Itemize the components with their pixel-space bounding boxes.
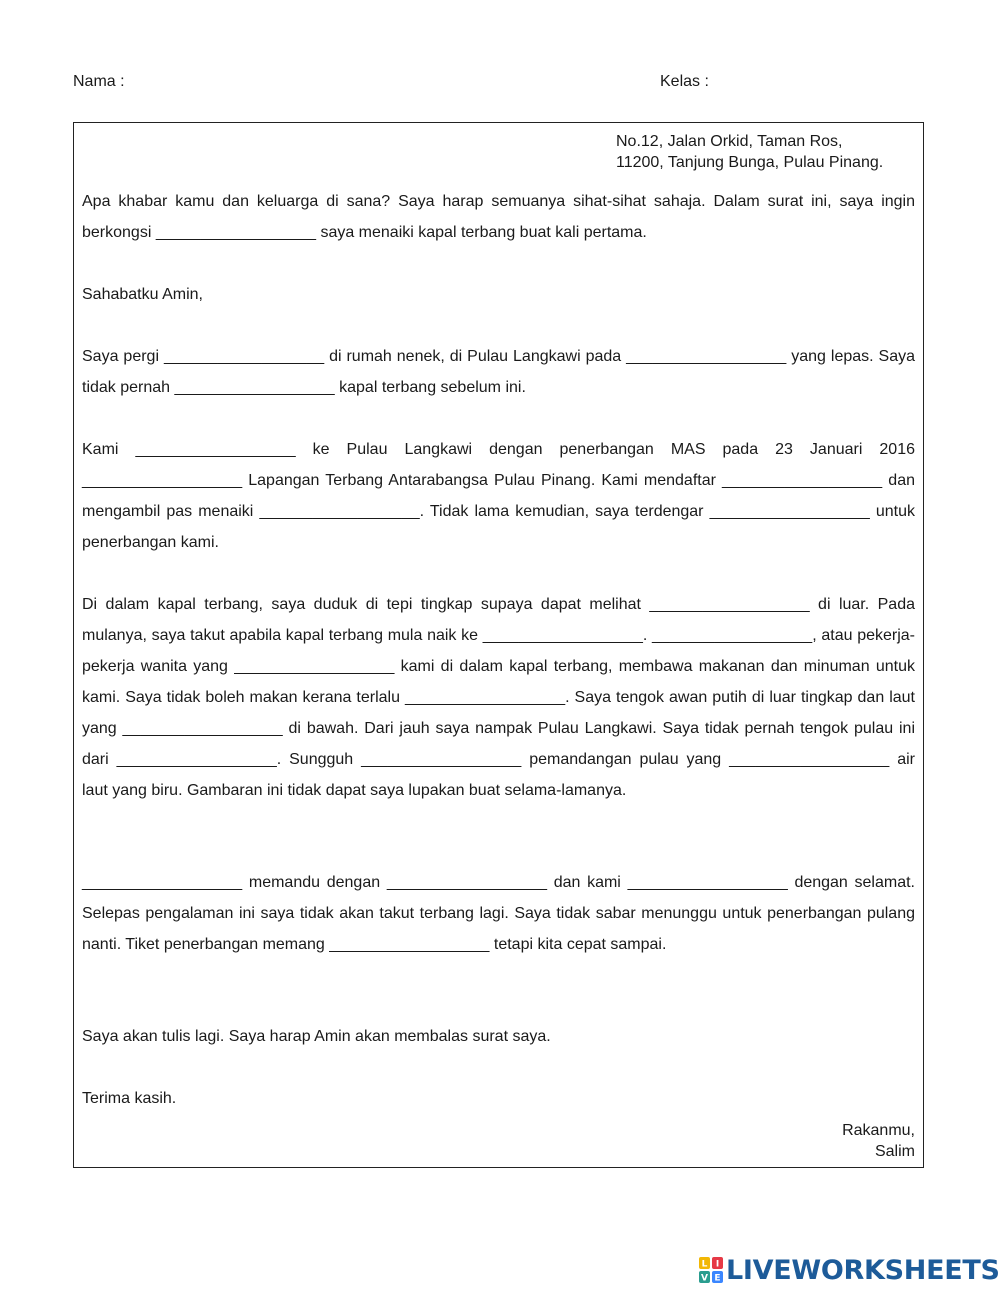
paragraph-flight: Di dalam kapal terbang, saya duduk di tepi tingkap supaya dapat melihat __________________ di luar. Pada mulanya, saya takut apabila kapal terbang mula naik ke __________________. __________________, atau pekerja-pekerja wanita yang __________________ kami di dalam kapal terbang, membawa makanan dan minuman untuk kami. Saya tidak boleh makan kerana terlalu __________________. Saya tengok awan putih di luar tingkap dan laut yang __________________ di bawah. Dari jauh saya nampak Pulau Langkawi. Saya tidak pernah tengok pulau ini dari __________________. Sungguh __________________ pemandangan pulau yang __________________ air laut yang biru. Gambaran ini tidak dapat saya lupakan buat selama-lamanya.	[82, 596, 915, 799]
address-line-1: No.12, Jalan Orkid, Taman Ros,	[616, 133, 843, 150]
address-line-2: 11200, Tanjung Bunga, Pulau Pinang.	[616, 154, 884, 171]
sender-address	[616, 131, 883, 173]
liveworksheets-logo	[698, 1254, 1000, 1286]
logo-letter-3: V	[701, 1273, 708, 1284]
live-blocks-icon	[698, 1256, 724, 1284]
paragraph-thanks: Terima kasih.	[82, 1090, 177, 1107]
signature-block	[842, 1120, 915, 1162]
name-label: Nama :	[73, 73, 125, 90]
paragraph-greeting: Sahabatku Amin,	[82, 286, 203, 303]
logo-letter-2: I	[715, 1259, 720, 1270]
closing-text: Rakanmu,	[842, 1122, 915, 1139]
paragraph-closing-note: Saya akan tulis lagi. Saya harap Amin akan membalas surat saya.	[82, 1028, 551, 1045]
paragraph-intro: Apa khabar kamu dan keluarga di sana? Saya harap semuanya sihat-sihat sahaja. Dalam surat ini, saya ingin berkongsi __________________ saya menaiki kapal terbang buat kali pertama.	[82, 193, 915, 241]
logo-letter-1: L	[701, 1259, 708, 1270]
brand-wordmark: LIVEWORKSHEETS	[726, 1254, 1000, 1286]
paragraph-departure: Kami __________________ ke Pulau Langkawi dengan penerbangan MAS pada 23 Januari 2016 __________________ Lapangan Terbang Antarabangsa Pulau Pinang. Kami mendaftar __________________ dan mengambil pas menaiki __________________. Tidak lama kemudian, saya terdengar __________________ untuk penerbangan kami.	[82, 441, 915, 551]
logo-letter-4: E	[714, 1273, 721, 1284]
signature-name: Salim	[874, 1143, 915, 1160]
paragraph-landing: __________________ memandu dengan __________________ dan kami __________________ dengan selamat. Selepas pengalaman ini saya tidak akan takut terbang lagi. Saya tidak sabar menunggu untuk penerbangan pulang nanti. Tiket penerbangan memang __________________ tetapi kita cepat sampai.	[82, 874, 915, 953]
paragraph-trip: Saya pergi __________________ di rumah nenek, di Pulau Langkawi pada __________________ yang lepas. Saya tidak pernah __________________ kapal terbang sebelum ini.	[82, 348, 915, 396]
class-label: Kelas :	[660, 73, 709, 90]
